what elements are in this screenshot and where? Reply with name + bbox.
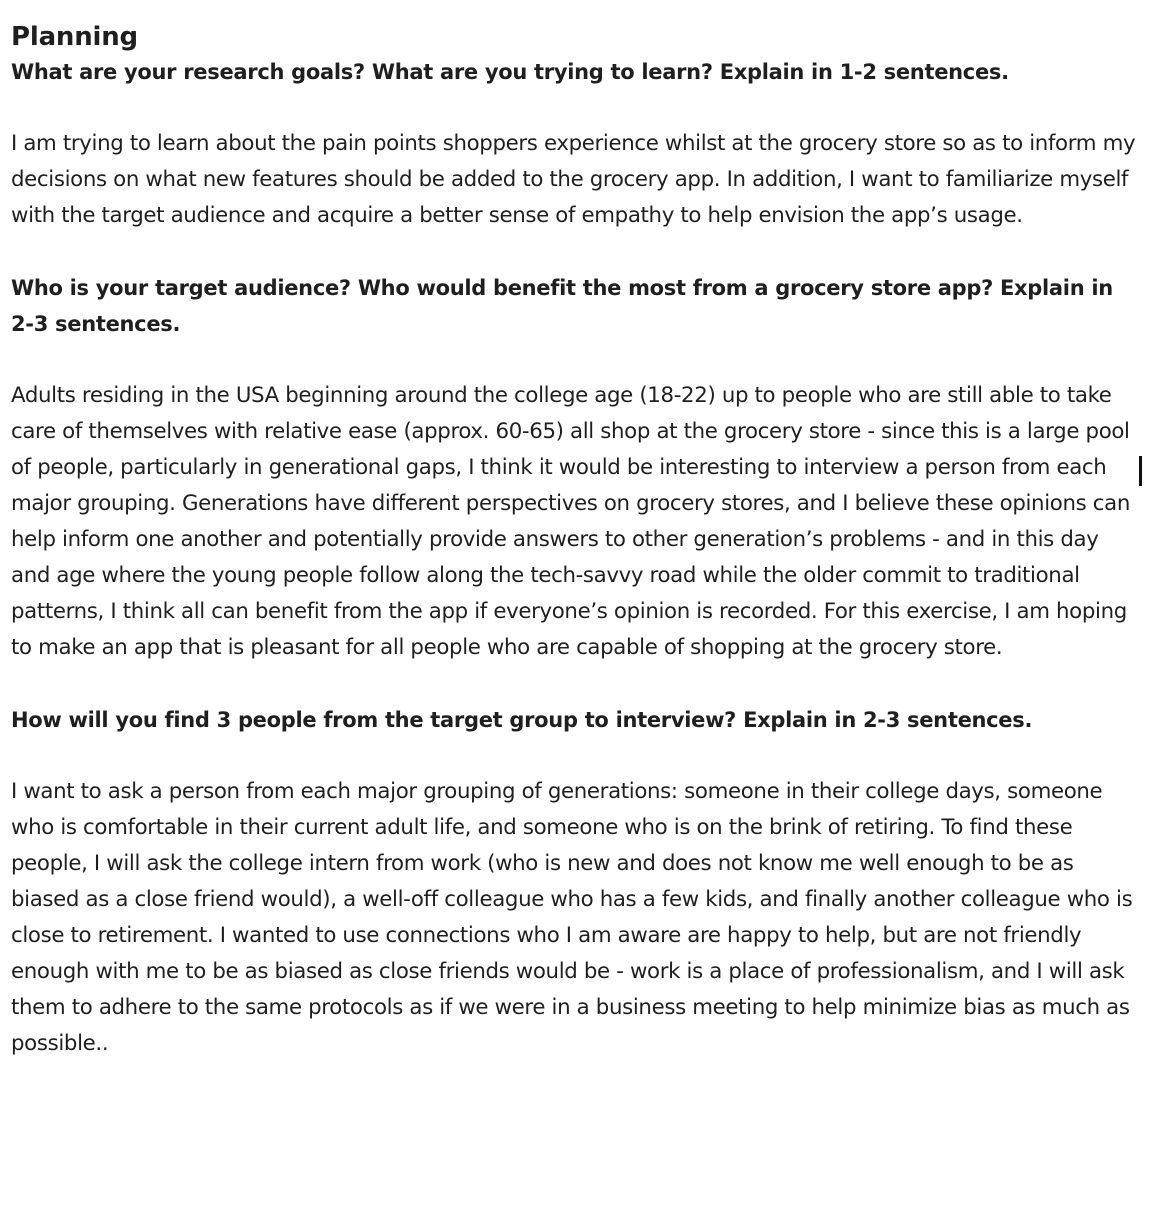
target-audience-answer[interactable]: Adults residing in the USA beginning around the college age (18-22) up to people who are still able to take care of themselves with relative ease (approx. 60-65) all shop at the grocery store - since this is a large pool of people, particularly in generational gaps, I think it would be interesting to interview a person from each major grouping. Generations have different perspectives on grocery stores, and I believe these opinions can help inform one another and potentially provide answers to other generation’s problems - and in this day and age where the young people follow along the tech-savvy road while the older commit to traditional patterns, I think all can benefit from the app if everyone’s opinion is recorded. For this exercise, I am hoping to make an app that is pleasant for all people who are capable of shopping at the grocery store.: [11, 383, 1130, 660]
spacer: [11, 342, 1137, 378]
text-cursor: [1139, 456, 1142, 486]
target-audience-question: Who is your target audience? Who would benefit the most from a grocery store app? Explain in 2-3 sentences.: [11, 276, 1113, 336]
find-interviewees-question: How will you find 3 people from the target group to interview? Explain in 2-3 sentences.: [11, 708, 1033, 732]
research-goals-answer[interactable]: I am trying to learn about the pain points shoppers experience whilst at the grocery store so as to inform my decisions on what new features should be added to the grocery app. In addition, I want to familiarize myself with the target audience and acquire a better sense of empathy to help envision the app’s usage.: [11, 131, 1136, 228]
spacer: [11, 90, 1137, 126]
research-goals-question: What are your research goals? What are you trying to learn? Explain in 1-2 sentences.: [11, 60, 1009, 84]
spacer: [11, 234, 1137, 270]
find-interviewees-answer[interactable]: I want to ask a person from each major grouping of generations: someone in their college days, someone who is comfortable in their current adult life, and someone who is on the brink of retiring. To find these people, I will ask the college intern from work (who is new and does not know me well enough to be as biased as a close friend would), a well-off colleague who has a few kids, and finally another colleague who is close to retirement. I wanted to use connections who I am aware are happy to help, but are not friendly enough with me to be as biased as close friends would be - work is a place of professionalism, and I will ask them to adhere to the same protocols as if we were in a business meeting to help minimize bias as much as possible..: [11, 779, 1133, 1056]
document-body: [11, 20, 1137, 1062]
page-title: Planning: [11, 22, 138, 52]
spacer: [11, 666, 1137, 702]
spacer: [11, 738, 1137, 774]
